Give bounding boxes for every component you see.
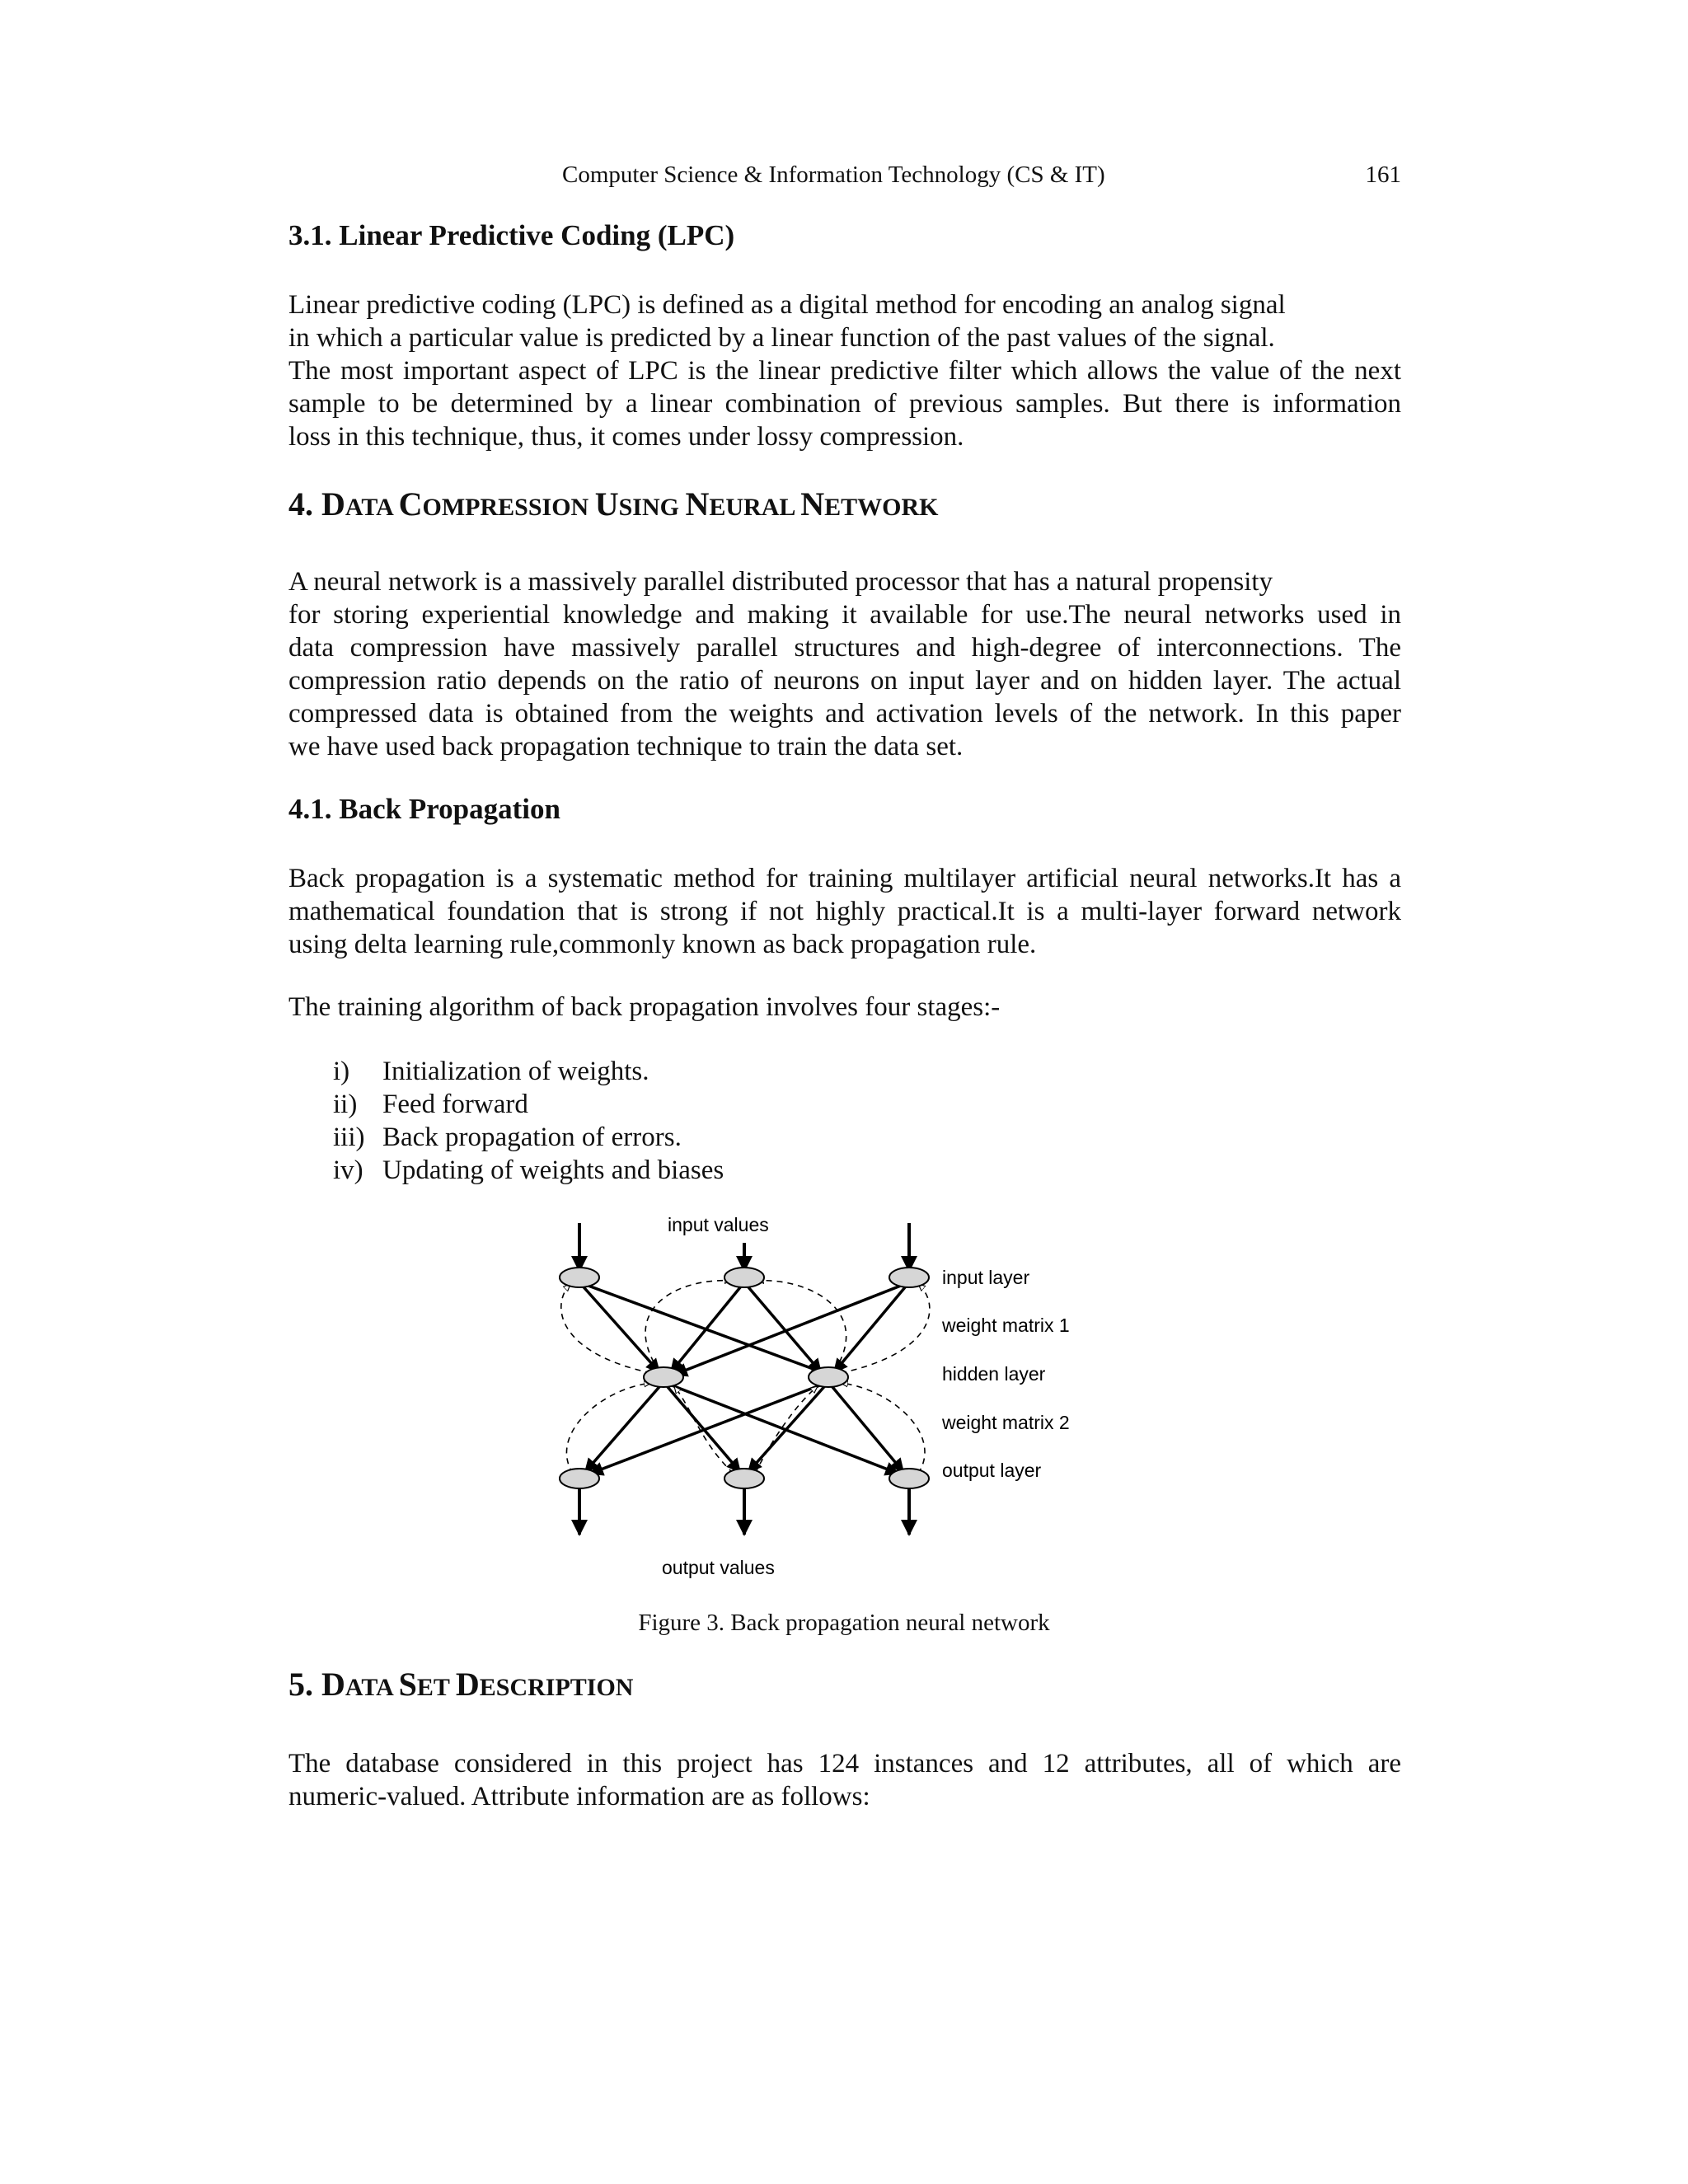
list-item [333,1121,724,1154]
weight-matrix-1-connections [579,1282,909,1375]
weight-matrix-2-label: weight matrix 2 [942,1412,1070,1433]
section-5-heading [288,1665,1401,1704]
input-node [560,1268,599,1287]
figure-caption: Figure 3. Back propagation neural network [638,1610,1050,1636]
network-nodes [560,1268,929,1488]
paragraph-line: Back propagation is a systematic method for training multilayer artificial neural networks.It has a [288,864,1401,893]
figure-3 [528,1212,1170,1591]
hidden-layer-label: hidden layer [942,1363,1046,1385]
paragraph-line: we have used back propagation technique to train the data set. [288,732,964,762]
error-feedback-paths [561,1281,930,1474]
list-number: i) [333,1057,350,1086]
output-values-label: output values [662,1557,775,1578]
paragraph-line: numeric-valued. Attribute information are as follows: [288,1782,870,1811]
paragraph-line: using delta learning rule,commonly known as back propagation rule. [288,930,1037,959]
section-5-paragraph [288,1747,1401,1813]
heading-cap: N [800,485,825,523]
list-number: iii) [333,1122,365,1152]
heading-small: ESCRIPTION [479,1674,634,1701]
paragraph-line: for storing experiential knowledge and making it available for use.The neural networks used in [288,600,1401,630]
heading-small: ET [416,1674,456,1701]
paragraph-line: sample to be determined by a linear combination of previous samples. But there is information [288,389,1401,419]
paragraph-line: mathematical foundation that is strong if not highly practical.It is a multi-layer forward network [288,897,1401,926]
weight-matrix-2-connections [585,1382,903,1474]
paragraph-line: compression ratio depends on the ratio of neurons on input layer and on hidden layer. The actual [288,666,1401,696]
input-layer-label: input layer [942,1267,1030,1288]
list-text: Feed forward [382,1090,528,1119]
input-node [724,1268,764,1287]
paragraph-line: The database considered in this project has 124 instances and 12 attributes, all of which are [288,1749,1401,1779]
heading-small: ATA [345,1674,399,1701]
paragraph-line: data compression have massively parallel structures and high-degree of interconnections. The [288,633,1401,663]
heading-number: 4. [288,485,321,523]
input-node [889,1268,929,1287]
backprop-network-diagram [528,1212,1170,1591]
output-layer-label: output layer [942,1460,1042,1481]
heading-number: 5. [288,1666,321,1703]
output-node [560,1469,599,1488]
output-arrows [579,1488,909,1535]
heading-small: ETWORK [824,494,939,521]
list-item [333,1154,724,1187]
paragraph-line: A neural network is a massively parallel distributed processor that has a natural propensity [288,567,1273,597]
heading-cap: U [594,485,619,523]
weight-matrix-1-label: weight matrix 1 [942,1315,1070,1336]
list-item [333,1055,724,1088]
section-3-1-paragraph [288,288,1401,453]
heading-small: EURAL [709,494,801,521]
page-number: 161 [1365,162,1401,188]
heading-cap: N [685,485,710,523]
list-text: Initialization of weights. [382,1057,649,1086]
list-number: ii) [333,1090,358,1119]
heading-cap: S [398,1666,417,1703]
list-text: Updating of weights and biases [382,1155,724,1185]
paragraph-line: compressed data is obtained from the weights and activation levels of the network. In this paper [288,699,1401,729]
heading-cap: C [398,485,423,523]
list-number: iv) [333,1155,363,1185]
list-text: Back propagation of errors. [382,1122,682,1152]
paragraph-line: in which a particular value is predicted by a linear function of the past values of the signal. [288,323,1275,353]
paragraph-line: loss in this technique, thus, it comes under lossy compression. [288,422,964,452]
stages-list [333,1055,724,1187]
section-4-paragraph [288,565,1401,763]
journal-title: Computer Science & Information Technology (CS & IT) [562,162,1105,188]
section-4-1-paragraph [288,862,1401,961]
stages-intro: The training algorithm of back propagation involves four stages:- [288,992,1001,1022]
section-4-heading [288,485,1401,523]
hidden-node [809,1367,848,1387]
section-4-1-heading: 4.1. Back Propagation [288,793,560,825]
heading-small: ATA [345,494,399,521]
heading-cap: D [321,1666,345,1703]
paragraph-line: The most important aspect of LPC is the linear predictive filter which allows the value of the next [288,356,1401,386]
list-item [333,1088,724,1121]
heading-small: OMPRESSION [422,494,595,521]
heading-cap: D [455,1666,480,1703]
input-values-label: input values [668,1214,769,1235]
heading-small: SING [618,494,686,521]
output-node [889,1469,929,1488]
paragraph-line: Linear predictive coding (LPC) is defined as a digital method for encoding an analog signal [288,290,1286,320]
section-3-1-heading: 3.1. Linear Predictive Coding (LPC) [288,219,735,251]
output-node [724,1469,764,1488]
heading-cap: D [321,485,345,523]
hidden-node [644,1367,683,1387]
